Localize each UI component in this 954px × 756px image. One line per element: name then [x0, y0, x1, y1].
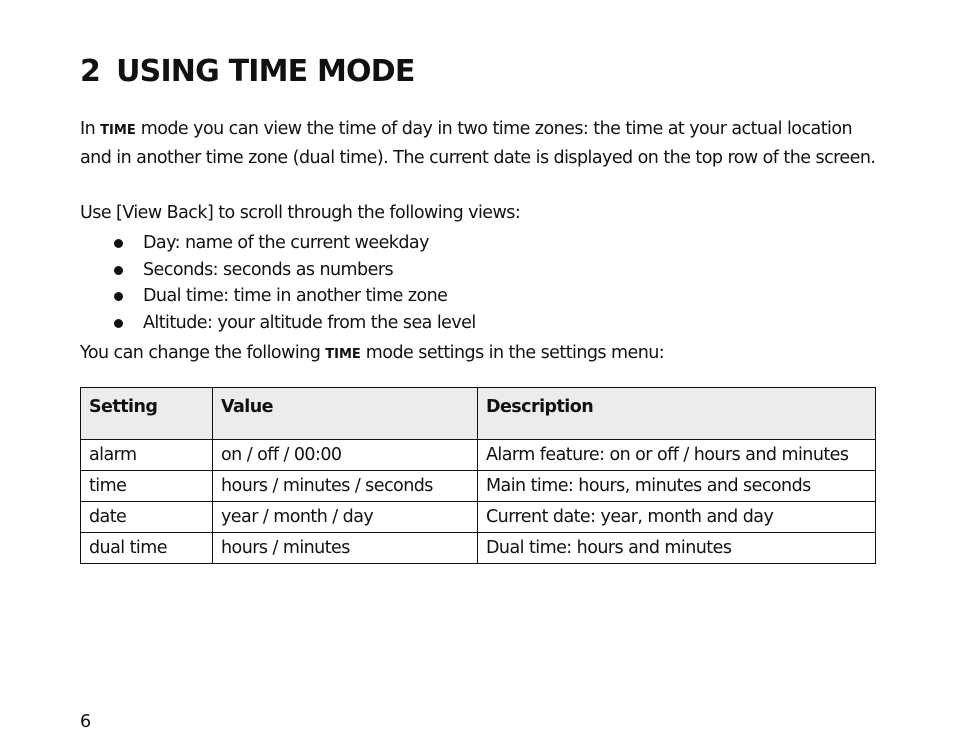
column-header-setting: Setting: [81, 388, 213, 440]
settings-intro: [80, 340, 664, 369]
value-cell: hours / minutes: [213, 533, 478, 564]
views-list: [80, 230, 476, 336]
value-cell: year / month / day: [213, 502, 478, 533]
bullet-icon: [114, 292, 123, 301]
settings-intro-prefix: You can change the following: [80, 343, 326, 363]
bullet-icon: [114, 266, 123, 275]
description-cell: Current date: year, month and day: [478, 502, 876, 533]
setting-cell: date: [81, 502, 213, 533]
settings-table: [80, 387, 876, 564]
setting-cell: time: [81, 471, 213, 502]
setting-cell: alarm: [81, 440, 213, 471]
table-header-row: [81, 388, 876, 440]
list-item-text: Dual time: time in another time zone: [143, 286, 448, 306]
list-item-text: Altitude: your altitude from the sea level: [143, 312, 476, 333]
bullet-icon: [114, 319, 123, 328]
table-row: [81, 502, 876, 533]
intro-rest: mode you can view the time of day in two time zones: the time at your actual location and in another time zone (dual time). The current date is displayed on the top row of the screen.: [80, 119, 876, 168]
column-header-value: Value: [213, 388, 478, 440]
description-cell: Main time: hours, minutes and seconds: [478, 471, 876, 502]
section-title: USING TIME MODE: [116, 54, 415, 89]
column-header-description: Description: [478, 388, 876, 440]
table-row: [81, 471, 876, 502]
table-row: [81, 440, 876, 471]
list-item: [80, 257, 476, 284]
value-cell: on / off / 00:00: [213, 440, 478, 471]
mode-name: TIME: [325, 347, 361, 362]
settings-intro-rest: mode settings in the settings menu:: [360, 343, 665, 363]
value-cell: hours / minutes / seconds: [213, 471, 478, 502]
table-row: [81, 533, 876, 564]
description-cell: Alarm feature: on or off / hours and minutes: [478, 440, 876, 471]
list-item: [80, 230, 476, 257]
bullet-icon: [114, 239, 123, 248]
intro-paragraph: [80, 116, 876, 171]
list-item-text: Seconds: seconds as numbers: [143, 259, 394, 280]
list-item: [80, 310, 476, 337]
intro-prefix: In: [80, 119, 101, 139]
setting-cell: dual time: [81, 533, 213, 564]
section-number: 2: [80, 54, 101, 89]
list-item-text: Day: name of the current weekday: [143, 233, 429, 253]
section-heading: [80, 54, 415, 89]
page-number: 6: [80, 712, 92, 732]
mode-name: TIME: [100, 123, 136, 138]
description-cell: Dual time: hours and minutes: [478, 533, 876, 564]
views-intro: Use [View Back] to scroll through the following views:: [80, 203, 521, 223]
list-item: [80, 283, 476, 310]
